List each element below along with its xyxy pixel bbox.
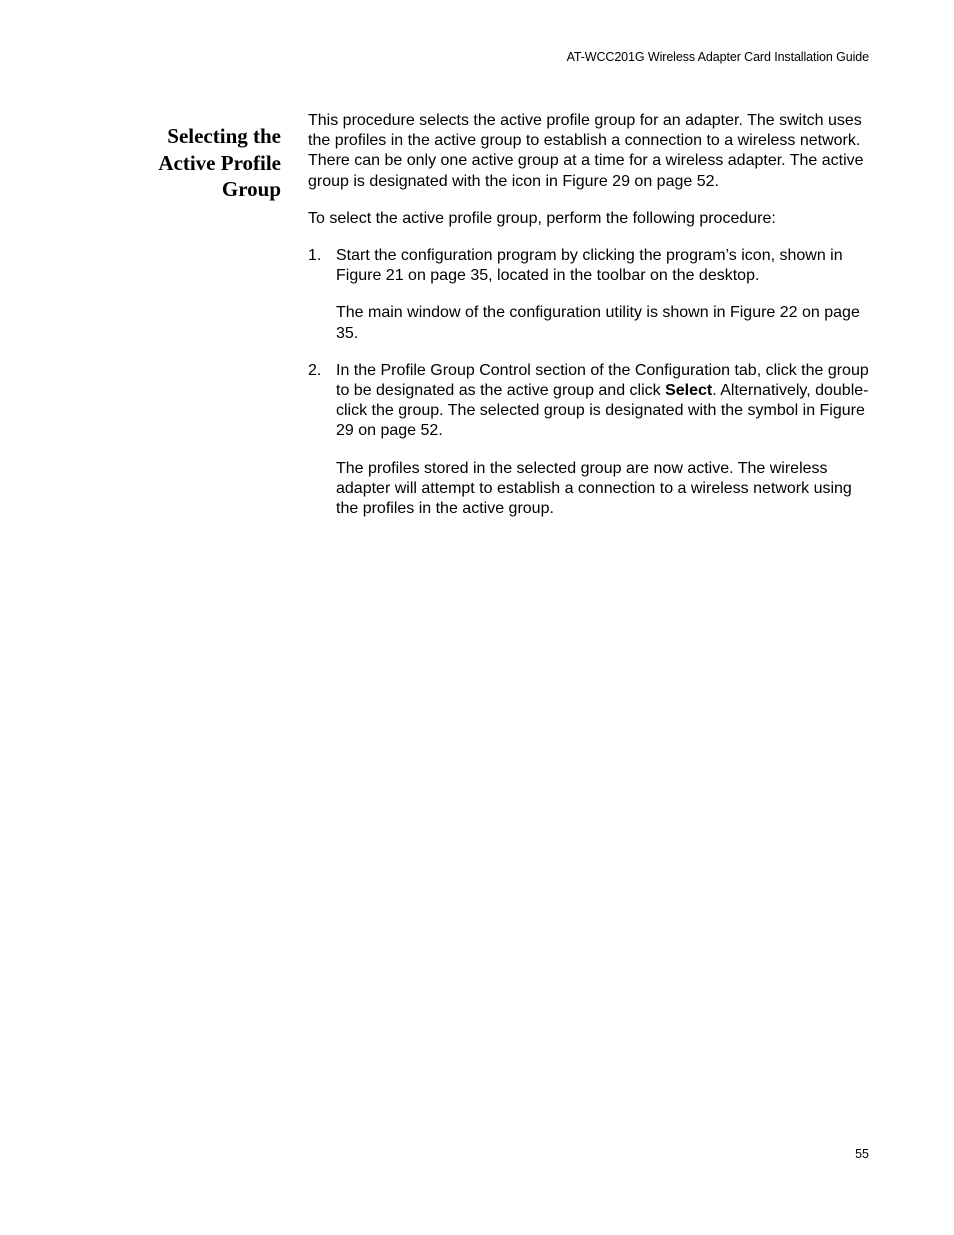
procedure-lead-in: To select the active profile group, perform the following procedure: — [308, 209, 776, 227]
procedure-steps — [308, 246, 873, 519]
step-note: The profiles stored in the selected group are now active. The wireless adapter will attempt to establish a connection to a wireless network using the profiles in the active group. — [336, 459, 852, 518]
running-header: AT-WCC201G Wireless Adapter Card Installation Guide — [566, 50, 869, 64]
section-heading-line: Group — [221, 177, 281, 202]
intro-paragraph: This procedure selects the active profile group for an adapter. The switch uses the profiles in the active group to establish a connection to a wireless network. There can be only one active group at a time for a wireless adapter. The active group is designated with the icon in Figure 29 on page 52. — [308, 112, 864, 190]
section-heading-line: Selecting the — [167, 124, 281, 149]
step-number: 1. — [308, 247, 322, 265]
step-text-part: . Alternatively, double-click the group. The selected group is designated with the symbol in Figure 29 on page 52. — [336, 382, 869, 440]
procedure-step — [308, 246, 873, 344]
select-button-reference: Select — [665, 382, 713, 400]
step-note: The main window of the configuration utility is shown in Figure 22 on page 35. — [336, 304, 860, 342]
section-heading-line: Active Profile — [158, 150, 281, 175]
procedure-step — [308, 361, 873, 519]
step-text: Start the configuration program by clicking the program’s icon, shown in Figure 21 on page 35, located in the toolbar on the desktop. — [336, 247, 843, 285]
step-number: 2. — [308, 361, 322, 379]
section-heading — [110, 123, 281, 203]
step-text-part: In the Profile Group Control section of the Configuration tab, click the group to be designated as the active group and click — [336, 361, 869, 400]
body-text-column — [308, 111, 873, 536]
step-text — [336, 361, 873, 442]
page-number: 55 — [855, 1147, 869, 1161]
